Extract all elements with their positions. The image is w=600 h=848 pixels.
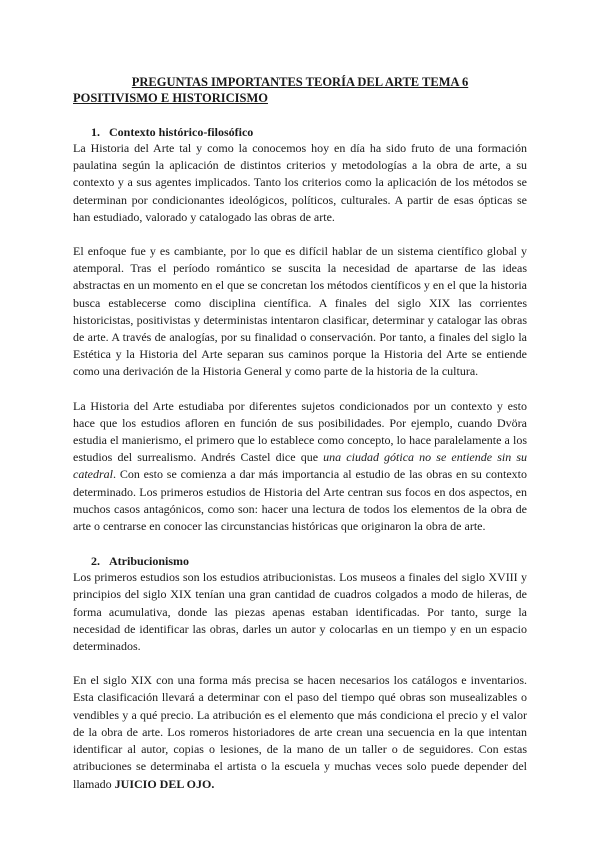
document-title: PREGUNTAS IMPORTANTES TEORÍA DEL ARTE TEMA 6	[131, 75, 469, 89]
paragraph	[73, 398, 527, 536]
paragraph: La Historia del Arte tal y como la conocemos hoy en día ha sido fruto de una formación paulatina según la aplicación de distintos criterios y metodologías a la obra de arte, a su contexto y a sus agentes implicados. Tanto los criterios como la aplicación de los métodos se determinan por condicionantes ideológicos, políticos, culturales. A partir de esas ópticas se han estudiado, valorado y catalogado las obras de arte.	[73, 141, 527, 224]
paragraph-text: La Historia del Arte estudiaba por diferentes sujetos condicionados por un contexto y esto hace que los estudios afloren en función de sus posibilidades. Por ejemplo, cuando Dvöra estudia el manierismo, el primero que lo establece como concepto, lo hace paralelamente a los estudios del surrealismo. Andrés Castel dice que	[73, 398, 527, 465]
paragraph: El enfoque fue y es cambiante, por lo que es difícil hablar de un sistema científico global y atemporal. Tras el período romántico se suscita la necesidad de apartarse de las ideas abstractas en un momento en el que se concretan los métodos científicos y en el que la historia busca establecerse como disciplina científica. A finales del siglo XIX las corrientes historicistas, positivistas y deterministas intentaron clasificar, determinar y catalogar las obras de arte. A través de analogías, por su finalidad o conservación. Por tanto, a finales del siglo la Estética y la Historia del Arte separan sus caminos porque la Historia del Arte se entiende como una derivación de la Historia General y como parte de la historia de la cultura.	[73, 244, 527, 379]
section-number: 1.	[91, 125, 100, 139]
section-title: Contexto histórico-filosófico	[109, 125, 254, 139]
paragraph-text: . Con esto se comienza a dar más importancia al estudio de las obras en su contexto determinado. Los primeros estudios de Historia del Arte centran sus focos en dos aspectos, en muchos casos antagónicos, como son: hacer una lectura de todos los elementos de la obra de arte o centrarse en conocer las circunstancias históricas que originaron la obra de arte.	[73, 467, 527, 534]
document-subtitle: POSITIVISMO E HISTORICISMO	[73, 91, 268, 105]
paragraph	[73, 672, 527, 792]
section-heading-attribution	[91, 553, 527, 569]
section-heading-context	[91, 124, 527, 140]
quote-italic: una ciudad gótica no se entiende sin su catedral	[73, 450, 527, 482]
paragraph: Los primeros estudios son los estudios atribucionistas. Los museos a finales del siglo XVIII y principios del siglo XIX tenían una gran cantidad de cuadros colgados a modo de hileras, de forma acumulativa, donde las piezas apenas estaban identificadas. Por tanto, surge la necesidad de identificar las obras, darles un autor y colocarlas en un tiempo y en un espacio determinados.	[73, 570, 527, 654]
section-number: 2.	[91, 554, 100, 569]
emphasis-bold: JUICIO DEL OJO.	[114, 776, 215, 791]
paragraph-text: En el siglo XIX con una forma más precisa se hacen necesarios los catálogos e inventarios. Esta clasificación llevará a determinar con el paso del tiempo qué obras son musealizables o vendibles y a qué precio. La atribución es el elemento que más condiciona el precio y el valor de la obra de arte. Los romeros historiadores de arte crean una secuencia en la que intentan identificar al autor, copias o lesiones, de la mano de un taller o de seguidores. Con estas atribuciones se determinaba el artista o la escuela y muchas veces solo puede depender del llamado	[73, 673, 527, 791]
section-title: Atribucionismo	[109, 554, 190, 569]
